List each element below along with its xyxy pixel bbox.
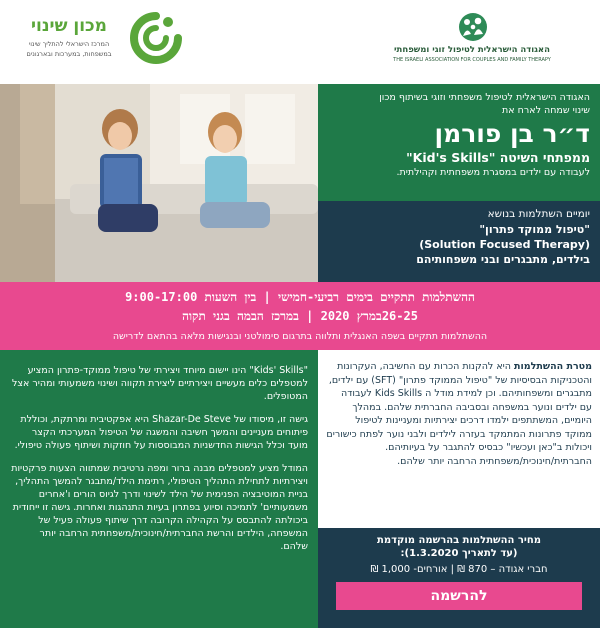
schedule-band: [0, 282, 600, 350]
goal-label: מטרת ההשתלמות: [514, 361, 592, 372]
register-button[interactable]: להרשמה: [336, 582, 582, 610]
pricing-amounts: חברי אגודה – 870 ₪ | אורחים- 1,000 ₪: [370, 564, 548, 575]
intro-line-1: האגודה הישראלית לטיפול משפחתי וזוגי בשיתוף מכון: [379, 92, 590, 103]
workshop-line-1: יומיים השתלמות בנושא: [487, 208, 590, 220]
method-paragraph-2: גישה זו, מיסודו של Shazar-De Steve היא אפקטיבית ומרתקת, וכוללת פיתוחים מעניינים והמשך חשיבה והמשגה של הטיפול המערכתי הקצר מועד וכלל הגישות החדשניות המבוססות על חוזקות ושיתוף פעולה טיפולי.: [14, 414, 308, 451]
institute-swirl-icon: [128, 10, 184, 66]
method-paragraph-3: המודל מציע למטפלים מבנה ברור ומפה נרטיבית שמתווה הצעות פרקטיות ויצירתיות לתחילת התהליך הטיפולי, רתימת הילד/מתבגר להמשך התהליך, בניית המוטיבציה הפנימית של הילד לשינוי ודרך לגיוס הורים ו'אחרים משמעותיים' לתמיכה וסיוע בפתרון בעיות התנהגות ואחרות. גישה זו ייחודית ביכולתה להתבסס על הקהילה הקרובה דרך שיתוף פעולה פעיל של המשפחה, הילדים והרשת החברתית/חינוכית/משפחתית הרחבה יותר שלהם.: [11, 463, 308, 552]
schedule-dates-place: 26-25במרץ 2020 | במרכז הבמה בגני תקוה: [182, 309, 418, 323]
pricing-title: מחיר ההשתלמות בהרשמה מוקדמת: [377, 535, 541, 546]
workshop-title: "טיפול ממוקד פתרון": [479, 223, 590, 236]
method-description: [0, 350, 318, 628]
speaker-panel: [318, 84, 600, 201]
workshop-english-title: (Solution Focused Therapy): [419, 238, 590, 251]
speaker-name: ד״ר בן פורמן: [434, 119, 590, 148]
developer-line: ממפתחי השיטה "Kid's Skills": [406, 150, 590, 165]
pricing-box: [318, 528, 600, 628]
family-icon: [454, 12, 492, 42]
workshop-panel: [318, 201, 600, 282]
schedule-days-hours: ההשתלמות תתקיים בימים רביעי-חמישי | בין השעות 9:00-17:00: [125, 290, 475, 304]
institute-logo[interactable]: [12, 10, 184, 72]
schedule-language-note: ההשתלמות תתקיים בשפה האנגלית ותלווה בתרגום סימולטני ובנגישות מלאה בהתאם לדרישה: [112, 331, 488, 342]
children-photo: [0, 84, 318, 282]
intro-line-2: שינוי שמחה לארח את: [502, 105, 590, 116]
for-line: לעבודה עם ילדים במסגרת משפחתית וקהילתית.: [396, 167, 590, 178]
association-logo[interactable]: [392, 12, 552, 72]
header: [0, 0, 600, 84]
institute-name: מכון שינוי: [31, 16, 107, 36]
institute-tagline-1: המרכז הישראלי להתליך שינוי: [28, 40, 110, 48]
pricing-deadline: (עד לתאריך 1.3.2020):: [400, 548, 518, 559]
association-name: האגודה הישראלית לטיפול זוגי ומשפחתי: [394, 45, 550, 55]
method-paragraph-1: "Kids' Skills" הינו יישום מיוחד ויצירתי של טיפול ממוקד-פתרון המציע למטפלים כלים מעשיים ויצירתיים ליצירת תקווה ושינוי משמעותי ומהיר אצל המטופלים.: [12, 365, 308, 402]
association-english-name: THE ISRAELI ASSOCIATION FOR COUPLES AND FAMILY THERAPY: [393, 57, 551, 63]
workshop-audience: בילדים, מתבגרים ובני משפחותיהם: [416, 253, 590, 266]
institute-tagline-2: במשפחות, במערכות ובארגונים: [26, 50, 112, 58]
goal-text: [326, 360, 592, 468]
goal-body: היא להקנות הכרות עם החשיבה, העקרונות והטכניקות הבסיסיות של "טיפול הממוקד פתרון" (SFT) עם ילדים, מתבגרים ומשפחותיהם. וכן למידת מודל ה Kids Skills לעבודה עם ילדים ונוער במשפחה ובסביבה החברתית שלהם. במהלך היומיים, המשתתפים ילמדו דרכים יצירתיות ומעניינות לטיפול ממוקד פתרונות המתמקד בעזרה לילדים ולבני נוער לפתח כישורים ויכולות ב"כאן ועכשיו" כבסיס להתגבר על בעיותיהם. החברתית/חינוכית/משפחתית הרחבה יותר שלהם.: [326, 361, 592, 467]
